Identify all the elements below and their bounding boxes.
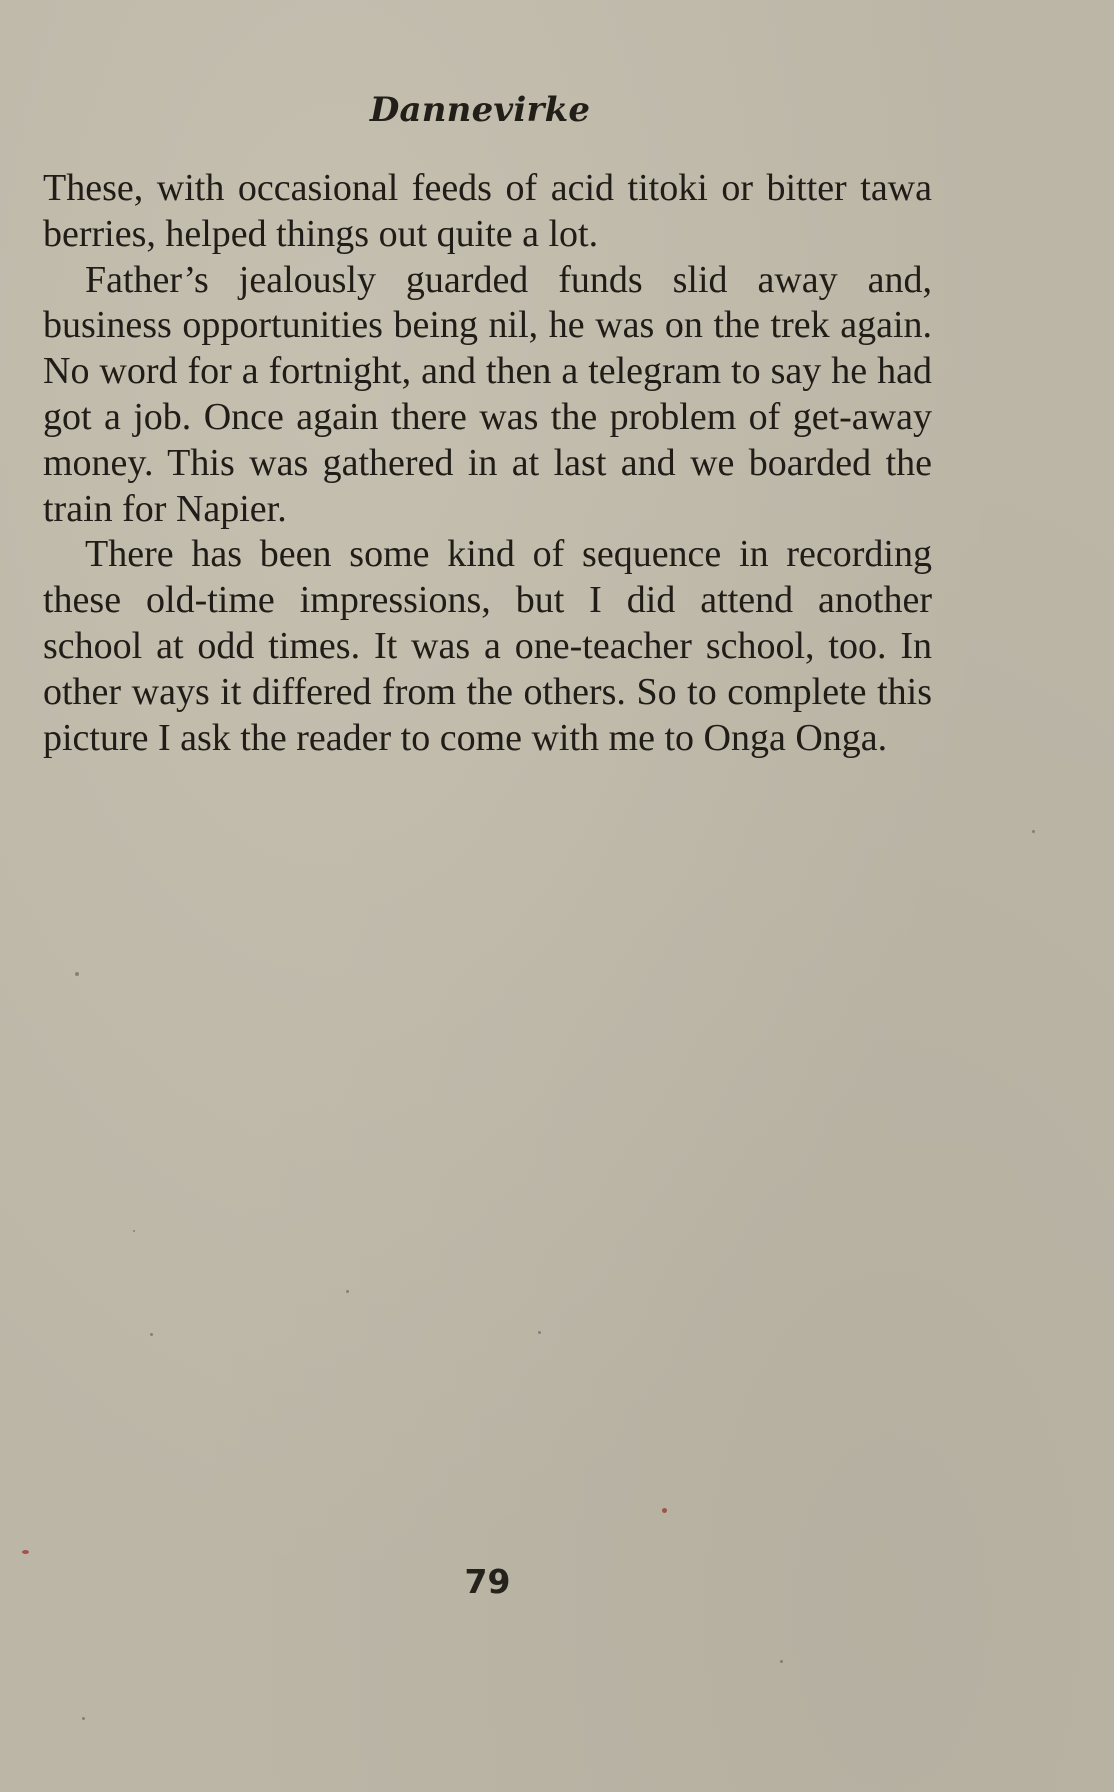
paper-speck bbox=[780, 1660, 783, 1663]
paper-speck bbox=[662, 1508, 667, 1513]
paper-speck bbox=[346, 1290, 349, 1293]
paper-speck bbox=[150, 1333, 153, 1336]
paragraph-3: There has been some kind of sequence in recording these old-time impressions, but I did attend another school at odd times. It was a one-teacher school, too. In other ways it differed from the others. So to complete this picture I ask the reader to come with me to Onga Onga. bbox=[43, 533, 932, 759]
paper-speck bbox=[82, 1717, 85, 1720]
body-text bbox=[43, 166, 932, 761]
paper-speck bbox=[538, 1331, 541, 1334]
paper-speck bbox=[133, 1230, 135, 1232]
running-head: Dannevirke bbox=[369, 90, 591, 130]
paper-speck bbox=[75, 972, 79, 976]
paragraph-2: Father’s jealously guarded funds slid away and, business opportunities being nil, he was on the trek again. No word for a fortnight, and then a telegram to say he had got a job. Once again there was the problem of get-away money. This was gathered in at last and we boarded the train for Napier. bbox=[43, 258, 932, 530]
paper-speck bbox=[1032, 830, 1035, 833]
paper-speck bbox=[22, 1550, 29, 1554]
page-number: 79 bbox=[464, 1562, 511, 1601]
paragraph-1: These, with occasional feeds of acid titoki or bitter tawa berries, helped things out quite a lot. bbox=[43, 167, 932, 255]
